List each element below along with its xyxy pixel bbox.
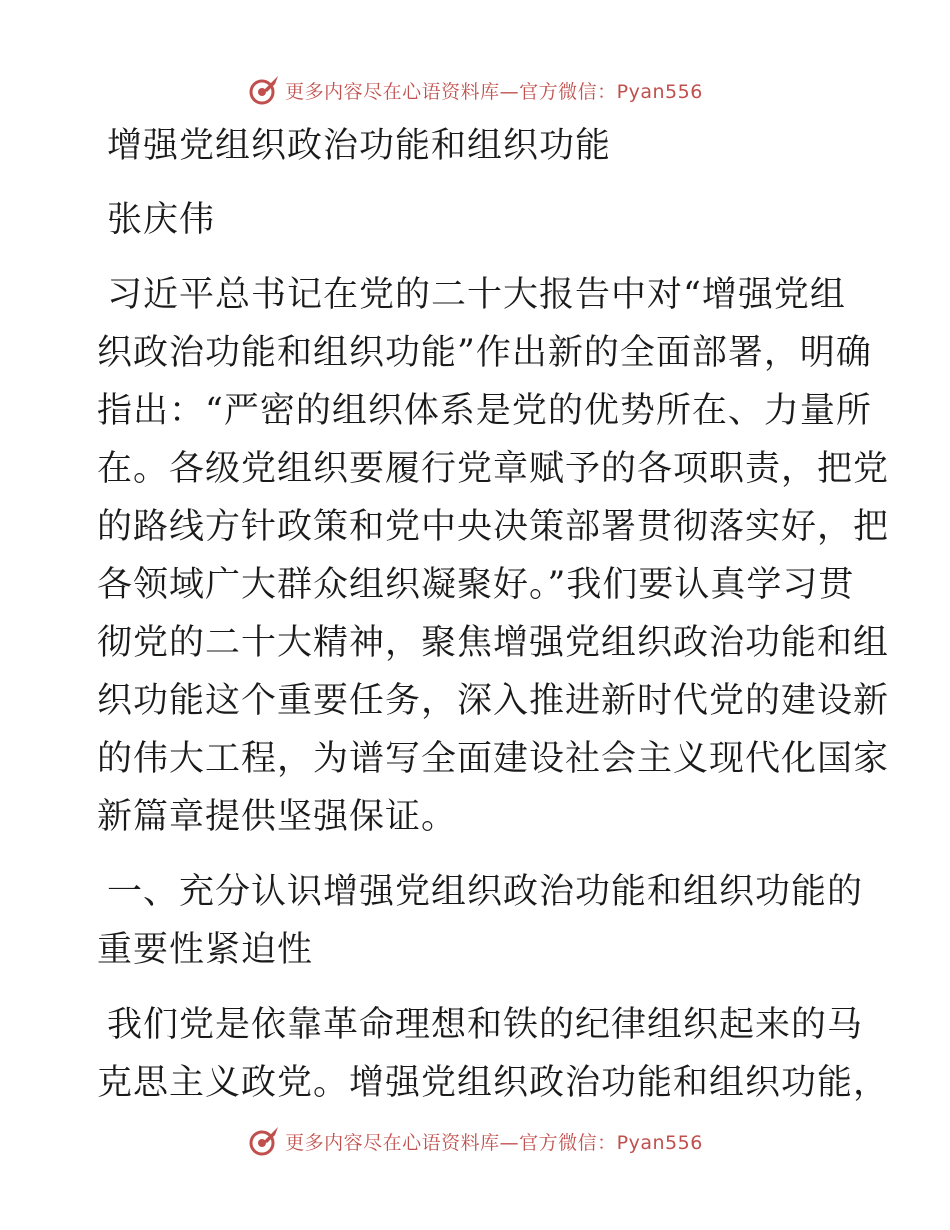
paragraph-line: 的伟大工程，为谱写全面建设社会主义现代化国家 (97, 739, 890, 779)
paragraph-line: 在。各级党组织要履行党章赋予的各项职责，把党 (97, 449, 890, 489)
paragraph-line: 的路线方针政策和党中央决策部署贯彻落实好，把 (97, 507, 890, 547)
paragraph-line: 织政治功能和组织功能”作出新的全面部署，明确 (97, 333, 872, 373)
quill-pen-logo-icon (247, 1124, 281, 1158)
paragraph-line: 各领域广大群众组织凝聚好。”我们要认真学习贯 (97, 565, 855, 605)
paragraph-line: 习近平总书记在党的二十大报告中对“增强党组 (107, 275, 846, 315)
header-banner (0, 70, 950, 110)
document-author: 张庆伟 (107, 200, 216, 240)
paragraph-line: 织功能这个重要任务，深入推进新时代党的建设新 (97, 681, 890, 721)
paragraph-line: 克思主义政党。增强党组织政治功能和组织功能， (97, 1063, 890, 1103)
quill-pen-logo-icon (247, 73, 281, 107)
paragraph-line: 我们党是依靠革命理想和铁的纪律组织起来的马 (107, 1005, 864, 1045)
paragraph-line: 指出：“严密的组织体系是党的优势所在、力量所 (97, 391, 872, 431)
document-title: 增强党组织政治功能和组织功能 (107, 126, 612, 166)
heading-line: 重要性紧迫性 (97, 930, 314, 970)
banner-text: 更多内容尽在心语资料库—官方微信：Pyan556 (285, 80, 703, 103)
paragraph-line: 彻党的二十大精神，聚焦增强党组织政治功能和组 (97, 623, 890, 663)
paragraph-line: 新篇章提供坚强保证。 (97, 797, 458, 837)
heading-line: 一、充分认识增强党组织政治功能和组织功能的 (107, 872, 864, 912)
banner-text: 更多内容尽在心语资料库—官方微信：Pyan556 (285, 1131, 703, 1154)
footer-banner (0, 1121, 950, 1161)
